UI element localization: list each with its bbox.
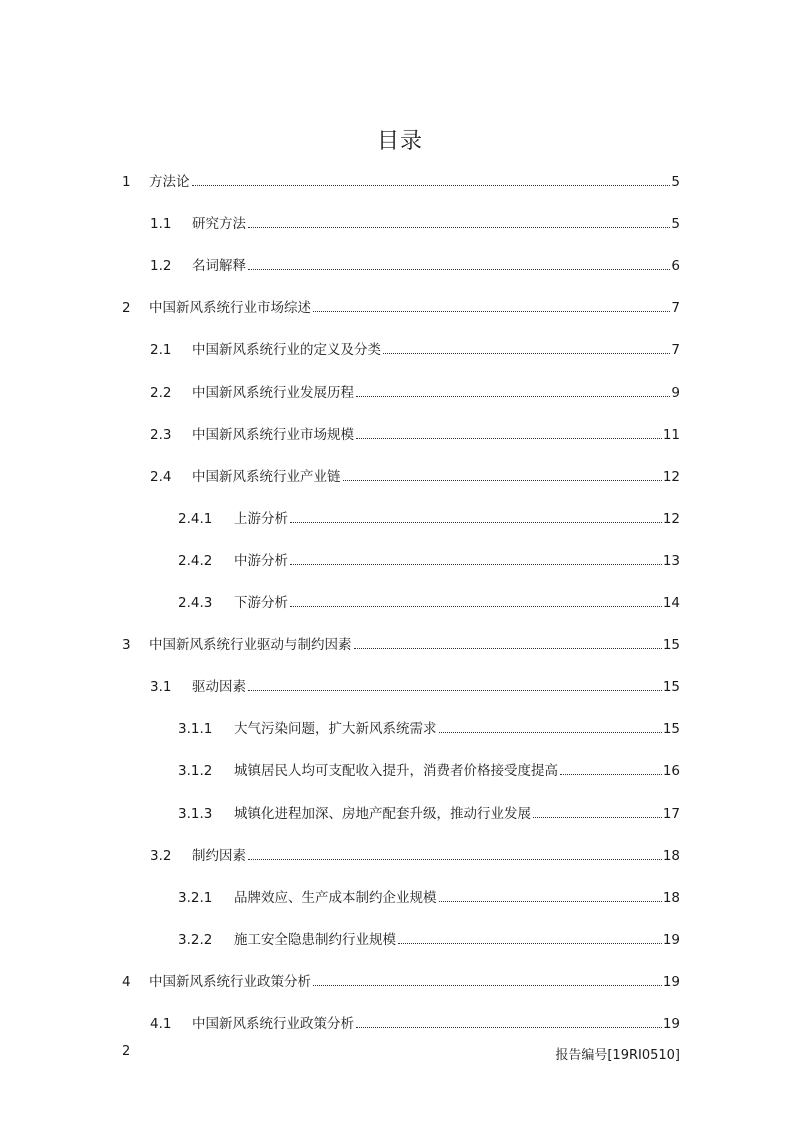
- toc-entry-number: 3: [122, 637, 131, 654]
- toc-entry-title: 名词解释: [192, 258, 246, 275]
- toc-entry-page: 15: [662, 679, 680, 696]
- footer-page-number: 2: [122, 1044, 131, 1059]
- toc-entry-title: 方法论: [149, 174, 190, 190]
- toc-entry[interactable]: [178, 551, 680, 571]
- page-title: 目录: [376, 129, 423, 154]
- toc-dot-leader: [192, 185, 671, 186]
- toc-entry[interactable]: [150, 256, 680, 276]
- toc-entry-number: 3.1: [150, 679, 172, 696]
- toc-entry[interactable]: [122, 635, 680, 655]
- toc-entry-page: 7: [671, 342, 680, 359]
- toc-entry-title: 下游分析: [234, 595, 288, 611]
- toc-entry-title: 中国新风系统行业市场综述: [149, 300, 311, 317]
- toc-dot-leader: [248, 690, 662, 691]
- toc-entry-title: 中国新风系统行业产业链: [192, 468, 341, 485]
- toc-dot-leader: [313, 985, 662, 986]
- toc-entry-page: 18: [662, 889, 680, 906]
- toc-entry-title: 城镇居民人均可支配收入提升，消费者价格接受度提高: [234, 763, 558, 780]
- toc-dot-leader: [354, 648, 662, 649]
- toc-entry-page: 13: [662, 552, 680, 569]
- toc-dot-leader: [313, 311, 670, 312]
- toc-dot-leader: [248, 269, 670, 270]
- toc-entry-number: 3.1.2: [178, 763, 213, 780]
- toc-dot-leader: [356, 438, 662, 439]
- toc-entry-number: 2.4.3: [178, 595, 213, 611]
- toc-entry-number: 4: [122, 973, 131, 990]
- toc-entry-page: 6: [671, 258, 680, 275]
- toc-entry-number: 2.2: [150, 384, 172, 401]
- toc-entry-title: 中国新风系统行业的定义及分类: [192, 342, 381, 359]
- toc-dot-leader: [248, 227, 670, 228]
- toc-entry[interactable]: [178, 930, 680, 950]
- toc-entry-number: 1: [122, 174, 131, 190]
- toc-dot-leader: [290, 606, 662, 607]
- toc-entry-page: 11: [662, 426, 680, 443]
- toc-entry-title: 大气污染问题，扩大新风系统需求: [234, 721, 437, 738]
- toc-entry[interactable]: [150, 1014, 680, 1034]
- toc-entry-number: 3.1.1: [178, 721, 213, 738]
- toc-entry-number: 2.4: [150, 468, 172, 485]
- toc-entry-page: 19: [662, 1016, 680, 1032]
- toc-entry-title: 施工安全隐患制约行业规模: [234, 931, 396, 948]
- toc-entry[interactable]: [150, 425, 680, 445]
- toc-entry-title: 驱动因素: [192, 679, 246, 696]
- toc-entry-number: 1.2: [150, 258, 172, 275]
- toc-entry-number: 3.2: [150, 847, 172, 864]
- toc-entry-page: 18: [662, 847, 680, 864]
- toc-dot-leader: [560, 774, 662, 775]
- toc-dot-leader: [356, 1027, 662, 1028]
- toc-dot-leader: [439, 901, 662, 902]
- toc-dot-leader: [356, 396, 670, 397]
- toc-entry-number: 2.1: [150, 342, 172, 359]
- toc-entry[interactable]: [150, 846, 680, 866]
- toc-entry-page: 17: [662, 805, 680, 822]
- toc-entry-title: 中国新风系统行业政策分析: [192, 1016, 354, 1032]
- toc-entry-title: 品牌效应、生产成本制约企业规模: [234, 889, 437, 906]
- toc-entry-title: 中国新风系统行业驱动与制约因素: [149, 637, 352, 654]
- toc-entry-page: 7: [671, 300, 680, 317]
- toc-entry[interactable]: [178, 804, 680, 824]
- toc-entry-title: 中国新风系统行业发展历程: [192, 384, 354, 401]
- toc-entry[interactable]: [178, 593, 680, 613]
- toc-entry-number: 2.4.2: [178, 552, 213, 569]
- toc-entry-number: 2.4.1: [178, 510, 213, 527]
- toc-entry[interactable]: [122, 298, 680, 318]
- toc-entry-number: 1.1: [150, 216, 172, 233]
- toc-entry[interactable]: [150, 467, 680, 487]
- toc-entry-number: 3.2.1: [178, 889, 213, 906]
- toc-entry-page: 14: [662, 595, 680, 611]
- toc-entry-title: 中国新风系统行业政策分析: [149, 973, 311, 990]
- toc-entry-number: 4.1: [150, 1016, 172, 1032]
- toc-entry-page: 12: [662, 468, 680, 485]
- footer-report-code: 报告编号[19RI0510]: [555, 1048, 680, 1063]
- toc-entry-page: 12: [662, 510, 680, 527]
- toc-entry-title: 研究方法: [192, 216, 246, 233]
- toc-entry-title: 中国新风系统行业市场规模: [192, 426, 354, 443]
- toc-dot-leader: [439, 732, 662, 733]
- toc-entry-title: 中游分析: [234, 552, 288, 569]
- toc-entry[interactable]: [178, 761, 680, 781]
- toc-entry[interactable]: [178, 509, 680, 529]
- toc-entry[interactable]: [150, 340, 680, 360]
- toc-entry-number: 3.1.3: [178, 805, 213, 822]
- toc-entry-title: 上游分析: [234, 510, 288, 527]
- toc-entry-page: 15: [662, 637, 680, 654]
- toc-entry[interactable]: [178, 888, 680, 908]
- toc-dot-leader: [290, 522, 662, 523]
- toc-entry-number: 2.3: [150, 426, 172, 443]
- toc-entry[interactable]: [150, 383, 680, 403]
- toc-entry-page: 19: [662, 973, 680, 990]
- toc-entry-page: 15: [662, 721, 680, 738]
- toc-dot-leader: [343, 480, 662, 481]
- toc-entry-number: 3.2.2: [178, 931, 213, 948]
- toc-entry-title: 城镇化进程加深、房地产配套升级，推动行业发展: [234, 805, 531, 822]
- toc-entry-number: 2: [122, 300, 131, 317]
- toc-entry[interactable]: [150, 677, 680, 697]
- toc-entry[interactable]: [178, 719, 680, 739]
- toc-dot-leader: [533, 817, 662, 818]
- toc-entry-page: 9: [671, 384, 680, 401]
- toc-entry[interactable]: [150, 214, 680, 234]
- toc-dot-leader: [248, 859, 662, 860]
- toc-dot-leader: [398, 943, 662, 944]
- toc-entry-page: 5: [671, 216, 680, 233]
- toc-dot-leader: [383, 353, 670, 354]
- toc-entry-page: 16: [662, 763, 680, 780]
- toc-entry-page: 19: [662, 931, 680, 948]
- toc-entry[interactable]: [122, 972, 680, 992]
- toc-entry-page: 5: [671, 174, 680, 190]
- toc-entry[interactable]: [122, 172, 680, 192]
- toc-dot-leader: [290, 564, 662, 565]
- toc-entry-title: 制约因素: [192, 847, 246, 864]
